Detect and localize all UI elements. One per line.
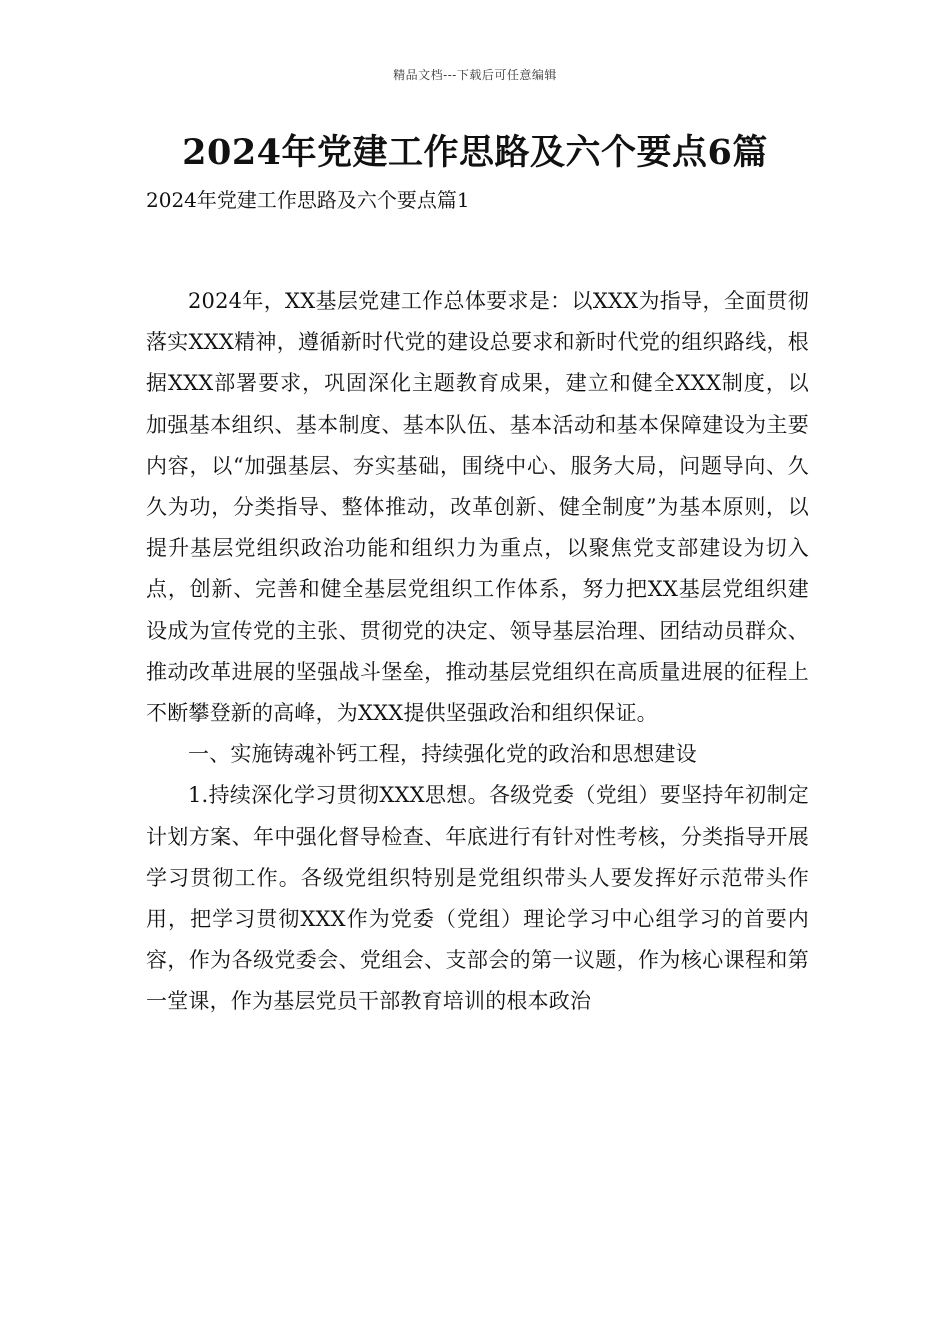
paragraph-point-1: 1.持续深化学习贯彻XXX思想。各级党委（党组）要坚持年初制定计划方案、年中强化督导检查、年底进行有针对性考核，分类指导开展学习贯彻工作。各级党组织特别是党组织带头人要发挥好示范带头作用，把学习贯彻XXX作为党委（党组）理论学习中心组学习的首要内容，作为各级党委会、党组会、支部会的第一议题，作为核心课程和第一堂课，作为基层党员干部教育培训的根本政治	[146, 783, 809, 1014]
document-subtitle: 2024年党建工作思路及六个要点篇1	[146, 188, 470, 212]
document-title: 2024年党建工作思路及六个要点6篇	[182, 132, 768, 173]
paragraph-intro: 2024年，XX基层党建工作总体要求是：以XXX为指导，全面贯彻落实XXX精神，遵循新时代党的建设总要求和新时代党的组织路线，根据XXX部署要求，巩固深化主题教育成果，建立和健全XXX制度，以加强基本组织、基本制度、基本队伍、基本活动和基本保障建设为主要内容，以“加强基层、夯实基础，围绕中心、服务大局，问题导向、久久为功，分类指导、整体推动，改革创新、健全制度”为基本原则，以提升基层党组织政治功能和组织力为重点，以聚焦党支部建设为切入点，创新、完善和健全基层党组织工作体系，努力把XX基层党组织建设成为宣传党的主张、贯彻党的决定、领导基层治理、团结动员群众、推动改革进展的坚强战斗堡垒，推动基层党组织在高质量进展的征程上不断攀登新的高峰，为XXX提供坚强政治和组织保证。	[146, 289, 809, 726]
section-heading: 一、实施铸魂补钙工程，持续强化党的政治和思想建设	[188, 742, 697, 767]
document-body	[146, 281, 809, 1023]
header-note: 精品文档---下载后可任意编辑	[393, 68, 557, 82]
